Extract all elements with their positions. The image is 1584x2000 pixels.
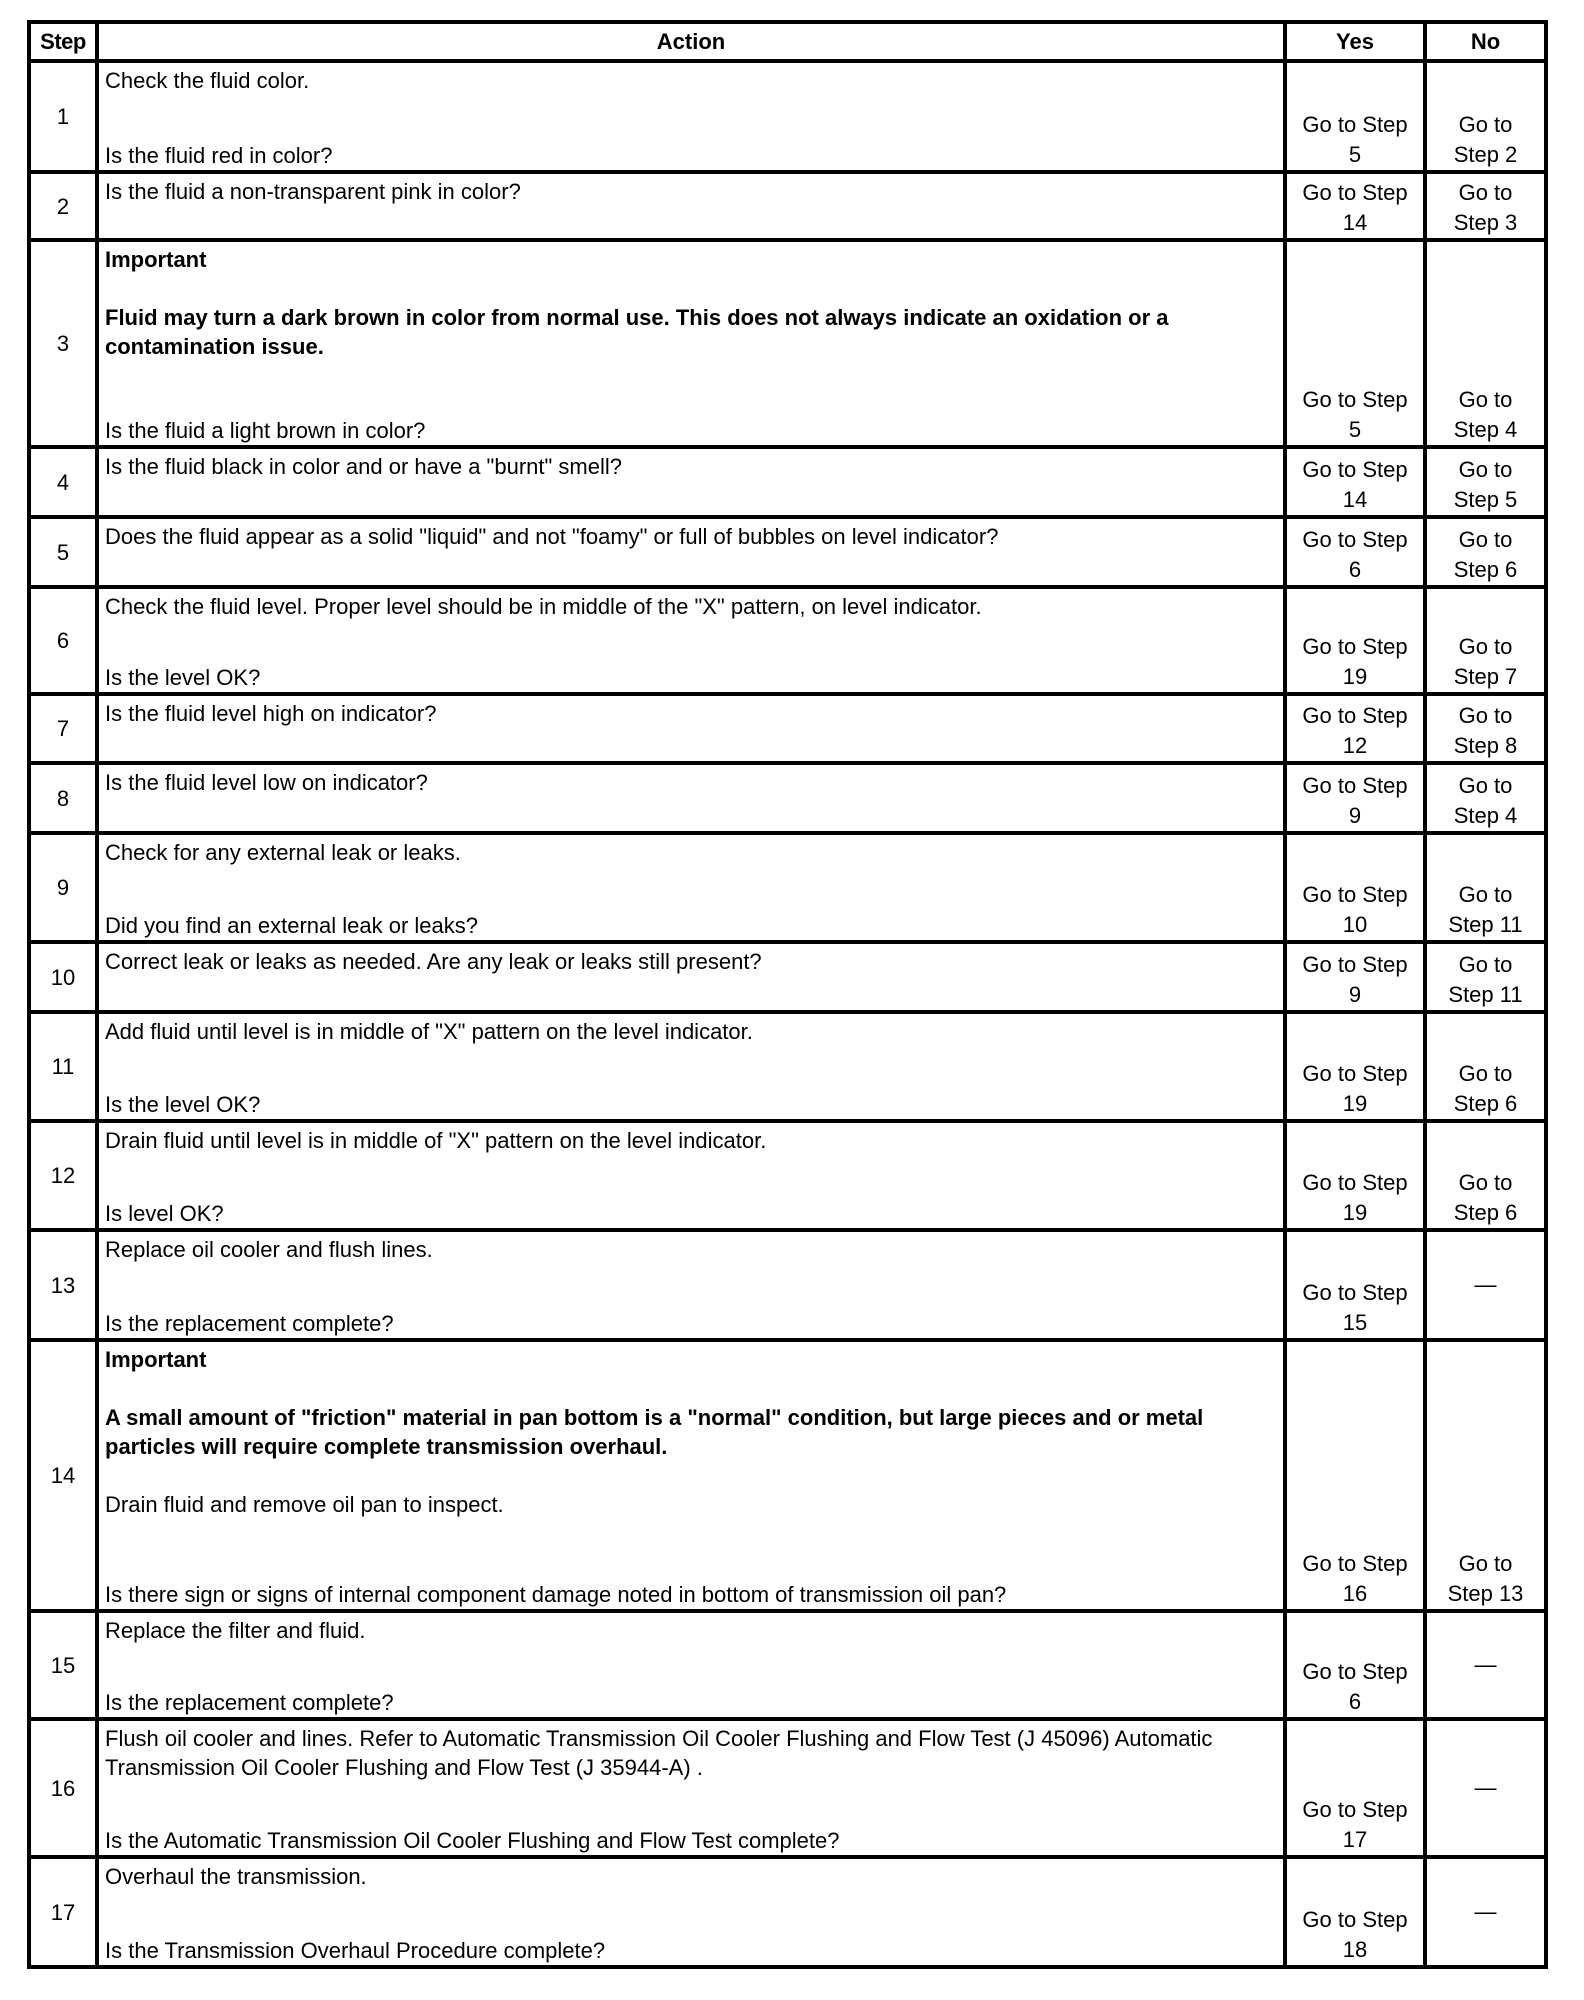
step-number: 9 (29, 833, 97, 942)
spacer (105, 1891, 1277, 1920)
yes-goto-text: Go to Step (1302, 1061, 1408, 1086)
header-step: Step (29, 22, 97, 61)
action-text: Add fluid until level is in middle of "X" pattern on the level indicator. (105, 1019, 753, 1044)
yes-goto-text: 12 (1342, 733, 1368, 758)
yes-cell (1285, 1719, 1425, 1857)
yes-goto-text: Go to Step (1302, 112, 1408, 137)
yes-goto-text: Go to Step (1302, 1797, 1408, 1822)
action-text: Is the fluid a non-transparent pink in color? (105, 179, 521, 204)
yes-goto-text: Go to Step (1302, 387, 1408, 412)
spacer (105, 95, 1277, 124)
yes-cell (1285, 1611, 1425, 1719)
no-goto-text: Go to (1458, 457, 1513, 482)
yes-cell (1285, 1857, 1425, 1967)
action-text: Is level OK? (105, 1201, 224, 1226)
no-goto-text: Step 13 (1447, 1581, 1524, 1606)
action-text: Is the fluid a light brown in color? (105, 418, 426, 443)
action-text: Check for any external leak or leaks. (105, 840, 461, 865)
no-cell (1425, 1340, 1546, 1611)
important-label: Important (105, 1347, 207, 1372)
action-text: Drain fluid and remove oil pan to inspect. (105, 1492, 504, 1517)
no-cell (1425, 517, 1546, 587)
diagnostic-table (27, 20, 1548, 1969)
table-row (29, 1121, 1546, 1230)
action-cell (97, 587, 1285, 694)
table-row (29, 1340, 1546, 1611)
yes-goto-text: Go to Step (1302, 1170, 1408, 1195)
yes-cell (1285, 447, 1425, 517)
no-cell (1425, 942, 1546, 1012)
yes-cell (1285, 172, 1425, 240)
no-goto-text: Go to (1458, 952, 1513, 977)
action-text: Did you find an external leak or leaks? (105, 913, 478, 938)
spacer (105, 1264, 1277, 1293)
no-goto-text: Step 4 (1453, 417, 1518, 442)
step-number: 17 (29, 1857, 97, 1967)
action-cell (97, 942, 1285, 1012)
spacer (105, 621, 1277, 650)
no-goto-text: Go to (1458, 527, 1513, 552)
action-cell (97, 1719, 1285, 1857)
yes-goto-text: Go to Step (1302, 952, 1408, 977)
yes-goto-text: 14 (1342, 487, 1368, 512)
action-text: Is the fluid level low on indicator? (105, 770, 428, 795)
action-text: Replace oil cooler and flush lines. (105, 1237, 433, 1262)
action-cell (97, 1611, 1285, 1719)
no-goto-text: Step 5 (1453, 487, 1518, 512)
action-text: Is the Transmission Overhaul Procedure complete? (105, 1938, 606, 1963)
spacer (105, 1155, 1277, 1184)
dash-icon: — (1474, 1652, 1497, 1677)
table-row (29, 587, 1546, 694)
yes-cell (1285, 833, 1425, 942)
yes-goto-text: 19 (1342, 1200, 1368, 1225)
yes-goto-text: Go to Step (1302, 1907, 1408, 1932)
no-goto-text: Step 3 (1453, 210, 1518, 235)
spacer (105, 1046, 1277, 1075)
no-goto-text: Go to (1458, 387, 1513, 412)
yes-goto-text: 6 (1348, 1689, 1362, 1714)
important-label: Important (105, 247, 207, 272)
no-cell (1425, 1121, 1546, 1230)
step-number: 2 (29, 172, 97, 240)
step-number: 10 (29, 942, 97, 1012)
no-cell-empty (1425, 1857, 1546, 1967)
important-note: Fluid may turn a dark brown in color from normal use. This does not always indicate an oxidation or a contamination issue. (105, 305, 1169, 359)
yes-cell (1285, 1012, 1425, 1121)
table-row (29, 833, 1546, 942)
yes-goto-text: Go to Step (1302, 180, 1408, 205)
no-cell (1425, 240, 1546, 447)
yes-goto-text: 9 (1348, 803, 1362, 828)
no-goto-text: Go to (1458, 112, 1513, 137)
no-cell (1425, 763, 1546, 833)
action-text: Is there sign or signs of internal component damage noted in bottom of transmission oil pan? (105, 1582, 1007, 1607)
yes-goto-text: Go to Step (1302, 773, 1408, 798)
action-cell (97, 1121, 1285, 1230)
table-row (29, 1611, 1546, 1719)
spacer (105, 1782, 1277, 1811)
step-number: 7 (29, 694, 97, 763)
yes-cell (1285, 240, 1425, 447)
step-number: 13 (29, 1230, 97, 1340)
action-cell (97, 240, 1285, 447)
no-goto-text: Step 6 (1453, 1091, 1518, 1116)
action-text: Is the replacement complete? (105, 1690, 394, 1715)
spacer (105, 274, 1277, 303)
yes-goto-text: 5 (1348, 417, 1362, 442)
action-cell (97, 447, 1285, 517)
no-goto-text: Go to (1458, 1061, 1513, 1086)
header-yes: Yes (1285, 22, 1425, 61)
no-cell-empty (1425, 1611, 1546, 1719)
no-goto-text: Step 11 (1448, 912, 1523, 937)
no-goto-text: Go to (1458, 1551, 1513, 1576)
yes-cell (1285, 587, 1425, 694)
table-row (29, 240, 1546, 447)
spacer (105, 1519, 1277, 1548)
step-number: 12 (29, 1121, 97, 1230)
step-number: 1 (29, 61, 97, 172)
important-note: A small amount of "friction" material in pan bottom is a "normal" condition, but large pieces and or metal particles will require complete transmission overhaul. (105, 1405, 1204, 1459)
action-text: Is the Automatic Transmission Oil Cooler Flushing and Flow Test complete? (105, 1828, 840, 1853)
action-text: Is the fluid level high on indicator? (105, 701, 437, 726)
step-number: 14 (29, 1340, 97, 1611)
no-goto-text: Go to (1458, 180, 1513, 205)
table-row (29, 942, 1546, 1012)
no-goto-text: Go to (1458, 882, 1513, 907)
no-cell-empty (1425, 1719, 1546, 1857)
action-text: Is the level OK? (105, 1092, 261, 1117)
action-text: Is the fluid black in color and or have a "burnt" smell? (105, 454, 622, 479)
dash-icon: — (1474, 1775, 1497, 1800)
action-text: Replace the filter and fluid. (105, 1618, 366, 1643)
yes-cell (1285, 694, 1425, 763)
no-cell (1425, 61, 1546, 172)
table-row (29, 694, 1546, 763)
action-text: Check the fluid level. Proper level should be in middle of the "X" pattern, on level indicator. (105, 594, 982, 619)
yes-goto-text: Go to Step (1302, 1280, 1408, 1305)
no-cell-empty (1425, 1230, 1546, 1340)
yes-goto-text: Go to Step (1302, 703, 1408, 728)
action-text: Does the fluid appear as a solid "liquid" and not "foamy" or full of bubbles on level indicator? (105, 524, 999, 549)
no-goto-text: Step 11 (1448, 982, 1523, 1007)
yes-goto-text: 19 (1342, 664, 1368, 689)
no-goto-text: Go to (1458, 773, 1513, 798)
yes-goto-text: 10 (1342, 912, 1368, 937)
action-text: Drain fluid until level is in middle of "X" pattern on the level indicator. (105, 1128, 767, 1153)
yes-goto-text: 16 (1342, 1581, 1368, 1606)
action-text: Correct leak or leaks as needed. Are any leak or leaks still present? (105, 949, 762, 974)
yes-goto-text: 17 (1342, 1827, 1368, 1852)
table-row (29, 517, 1546, 587)
no-cell (1425, 1012, 1546, 1121)
yes-goto-text: 18 (1342, 1937, 1368, 1962)
action-text: Is the level OK? (105, 665, 261, 690)
action-text: Overhaul the transmission. (105, 1864, 367, 1889)
yes-goto-text: Go to Step (1302, 1551, 1408, 1576)
action-cell (97, 1857, 1285, 1967)
action-cell (97, 1012, 1285, 1121)
yes-goto-text: Go to Step (1302, 457, 1408, 482)
action-cell (97, 763, 1285, 833)
table-row (29, 172, 1546, 240)
step-number: 16 (29, 1719, 97, 1857)
spacer (105, 361, 1277, 390)
header-no: No (1425, 22, 1546, 61)
action-cell (97, 517, 1285, 587)
spacer (105, 1645, 1277, 1674)
action-text: Check the fluid color. (105, 68, 310, 93)
table-row (29, 1857, 1546, 1967)
no-goto-text: Step 6 (1453, 557, 1518, 582)
step-number: 8 (29, 763, 97, 833)
dash-icon: — (1474, 1272, 1497, 1297)
header-action: Action (97, 22, 1285, 61)
no-goto-text: Step 4 (1453, 803, 1518, 828)
header-row (29, 22, 1546, 61)
action-cell (97, 694, 1285, 763)
step-number: 11 (29, 1012, 97, 1121)
yes-goto-text: 6 (1348, 557, 1362, 582)
table-body (29, 61, 1546, 1967)
yes-goto-text: 5 (1348, 142, 1362, 167)
action-cell (97, 1230, 1285, 1340)
table-row (29, 61, 1546, 172)
yes-goto-text: Go to Step (1302, 634, 1408, 659)
spacer (105, 1374, 1277, 1403)
no-goto-text: Go to (1458, 634, 1513, 659)
yes-goto-text: Go to Step (1302, 1659, 1408, 1684)
no-cell (1425, 587, 1546, 694)
yes-goto-text: 14 (1342, 210, 1368, 235)
table-row (29, 763, 1546, 833)
yes-cell (1285, 763, 1425, 833)
step-number: 4 (29, 447, 97, 517)
action-text: Is the replacement complete? (105, 1311, 394, 1336)
no-cell (1425, 172, 1546, 240)
action-cell (97, 172, 1285, 240)
action-cell (97, 833, 1285, 942)
no-goto-text: Go to (1458, 703, 1513, 728)
yes-goto-text: Go to Step (1302, 527, 1408, 552)
yes-goto-text: 15 (1342, 1310, 1368, 1335)
no-cell (1425, 833, 1546, 942)
no-cell (1425, 694, 1546, 763)
action-cell (97, 61, 1285, 172)
table-row (29, 1230, 1546, 1340)
table-row (29, 447, 1546, 517)
spacer (105, 1461, 1277, 1490)
no-cell (1425, 447, 1546, 517)
action-text: Is the fluid red in color? (105, 143, 333, 168)
step-number: 6 (29, 587, 97, 694)
table-row (29, 1012, 1546, 1121)
no-goto-text: Step 6 (1453, 1200, 1518, 1225)
yes-cell (1285, 1121, 1425, 1230)
step-number: 3 (29, 240, 97, 447)
yes-cell (1285, 61, 1425, 172)
spacer (105, 867, 1277, 896)
action-text: Flush oil cooler and lines. Refer to Automatic Transmission Oil Cooler Flushing and Flow Test (J 45096) Automatic Transmission Oil Cooler Flushing and Flow Test (J 35944-A) . (105, 1726, 1213, 1780)
yes-cell (1285, 1340, 1425, 1611)
yes-goto-text: 9 (1348, 982, 1362, 1007)
yes-cell (1285, 517, 1425, 587)
table-row (29, 1719, 1546, 1857)
no-goto-text: Step 7 (1453, 664, 1518, 689)
step-number: 15 (29, 1611, 97, 1719)
dash-icon: — (1474, 1899, 1497, 1924)
yes-cell (1285, 1230, 1425, 1340)
yes-cell (1285, 942, 1425, 1012)
no-goto-text: Go to (1458, 1170, 1513, 1195)
yes-goto-text: Go to Step (1302, 882, 1408, 907)
action-cell (97, 1340, 1285, 1611)
no-goto-text: Step 2 (1453, 142, 1518, 167)
no-goto-text: Step 8 (1453, 733, 1518, 758)
step-number: 5 (29, 517, 97, 587)
yes-goto-text: 19 (1342, 1091, 1368, 1116)
